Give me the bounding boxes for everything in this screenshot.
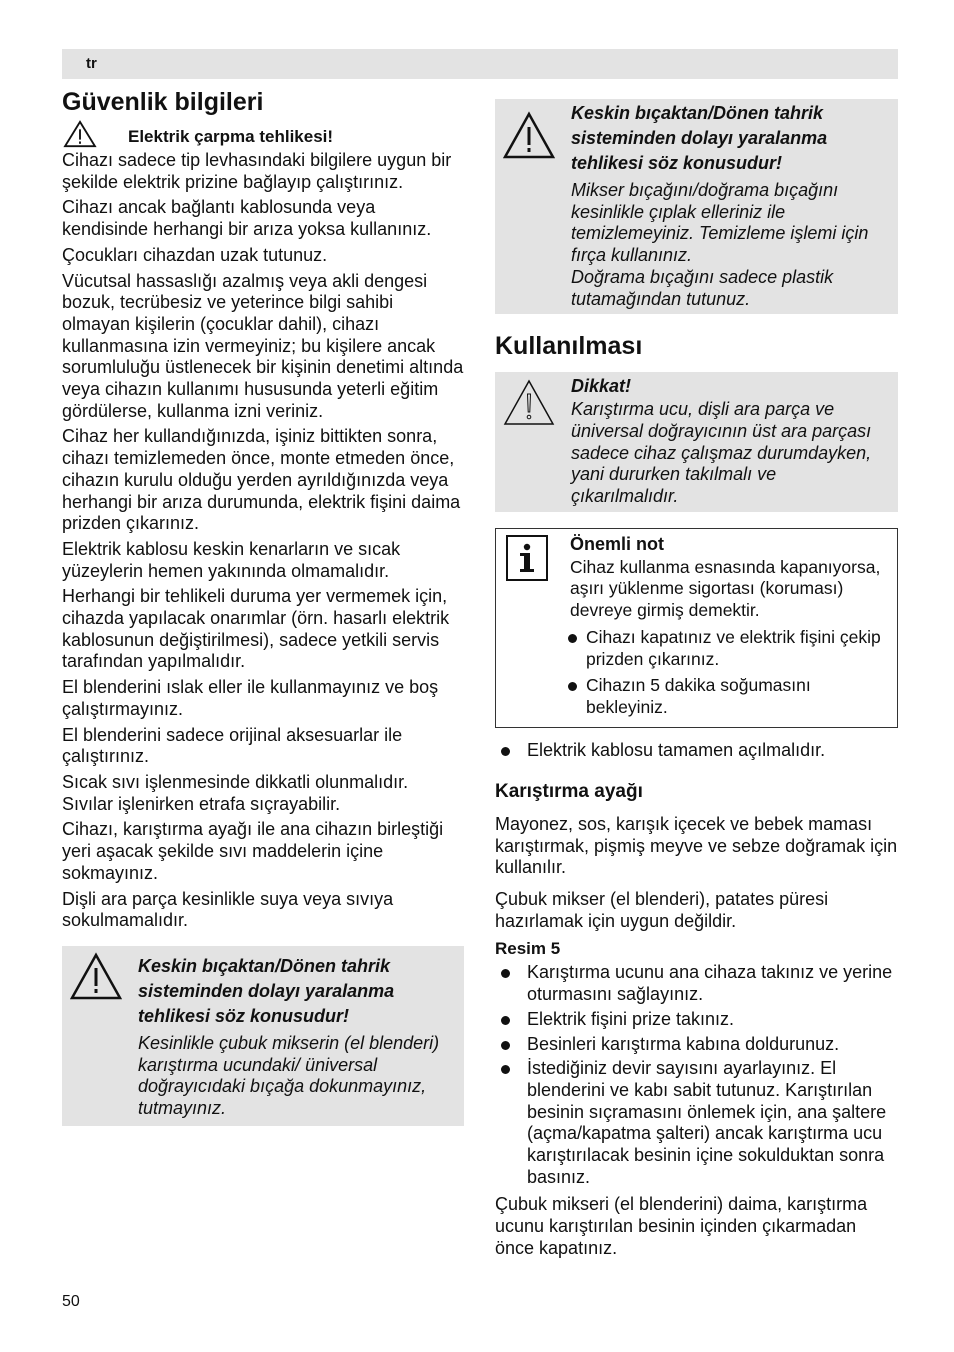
- closing-paragraph: Çubuk mikseri (el blenderini) daima, karıştırma ucunu karıştırılan besinin içinden çıkarmadan önce kapatınız.: [495, 1194, 868, 1258]
- safety-paragraph: Sıcak sıvı işlenmesinde dikkatli olunmalıdır. Sıvılar işlenirken etrafa sıçrayabilir.: [62, 771, 409, 814]
- page-number: 50: [62, 1293, 80, 1310]
- important-note-list: [570, 627, 889, 718]
- warning-triangle-icon: [62, 120, 98, 148]
- shock-warning: [62, 126, 464, 148]
- attention-box: [495, 372, 898, 512]
- language-bar: [62, 49, 898, 79]
- important-note-box: [495, 528, 898, 729]
- safety-paragraph: Cihazı, karıştırma ayağı ile ana cihazın birleştiği yeri aşacak şekilde sıvı maddelerin içine sokmayınız.: [62, 819, 444, 883]
- cable-bullet-list: [495, 740, 898, 762]
- blade-handle-text: Doğrama bıçağını sadece plastik tutamağından tutunuz.: [571, 266, 834, 309]
- important-note-title: Önemli not: [570, 533, 664, 554]
- important-note-text: Cihaz kullanma esnasında kapanıyorsa, aşırı yüklenme sigortası (koruması) devreye girmiş demektir.: [570, 556, 881, 620]
- safety-paragraph: El blenderini ıslak eller ile kullanmayınız ve boş çalıştırmayınız.: [62, 677, 439, 719]
- blade-warning-heading: Keskin bıçaktan/Dönen tahrik sisteminden dolayı yaralanma tehlikesi söz konusudur!: [138, 955, 395, 1026]
- section-title-safety: Güvenlik bilgileri: [62, 88, 264, 116]
- section-title-usage: Kullanılması: [495, 332, 643, 361]
- safety-paragraph: El blenderini sadece orijinal aksesuarlar ile çalıştırınız.: [62, 724, 403, 767]
- safety-paragraph: Herhangi bir tehlikeli duruma yer vermemek için, cihazda yapılacak onarımlar (örn. hasarlı elektrik kablosunun değiştirilmesi), sadece yetkili servis tarafından yapılmalıdır.: [62, 586, 450, 672]
- left-column: [62, 86, 464, 1126]
- shock-warning-label: Elektrik çarpma tehlikesi!: [128, 127, 334, 146]
- right-column: [495, 99, 898, 1264]
- usage-paragraph: Çubuk mikser (el blenderi), patates püresi hazırlamak için uygun değildir.: [495, 889, 829, 931]
- blade-cleaning-heading: Keskin bıçaktan/Dönen tahrik sisteminden dolayı yaralanma tehlikesi söz konusudur!: [571, 103, 828, 173]
- safety-paragraph: Dişli ara parça kesinlikle suya veya sıvıya sokulmamalıdır.: [62, 888, 394, 931]
- list-item: Karıştırma ucunu ana cihaza takınız ve yerine oturmasını sağlayınız.: [495, 962, 898, 1005]
- safety-paragraph: Cihazı sadece tip levhasındaki bilgilere uygun bir şekilde elektrik prizine bağlayıp çalıştırınız.: [62, 150, 452, 192]
- list-item: Besinleri karıştırma kabına doldurunuz.: [495, 1034, 898, 1056]
- subsection-title-blender-foot: Karıştırma ayağı: [495, 780, 643, 802]
- list-item: Elektrik kablosu tamamen açılmalıdır.: [495, 740, 898, 762]
- list-item: Cihazın 5 dakika soğumasını bekleyiniz.: [570, 675, 889, 718]
- safety-paragraph: Cihaz her kullandığınızda, işiniz bittikten sonra, cihazı temizlemeden önce, monte etmeden önce, cihazın kurulu olduğu yerden ayrıldığınızda veya herhangi bir arıza durumunda, elektrik fişini daima prizden çıkarınız.: [62, 426, 461, 534]
- steps-list: [495, 962, 898, 1188]
- list-item: Cihazı kapatınız ve elektrik fişini çekip prizden çıkarınız.: [570, 627, 889, 670]
- usage-paragraph: Mayonez, sos, karışık içecek ve bebek maması karıştırmak, pişmiş meyve ve sebze doğramak için kullanılır.: [495, 813, 898, 878]
- caution-triangle-icon: [503, 378, 555, 428]
- list-item: Elektrik fişini prize takınız.: [495, 1009, 898, 1031]
- language-code: tr: [86, 55, 97, 72]
- safety-paragraph: Elektrik kablosu keskin kenarların ve sıcak yüzeylerin hemen yakınında olmamalıdır.: [62, 538, 401, 581]
- figure-reference: Resim 5: [495, 939, 561, 959]
- info-icon: [506, 535, 548, 581]
- attention-heading: Dikkat!: [571, 376, 632, 397]
- attention-text: Karıştırma ucu, dişli ara parça ve üniversal doğrayıcının üst ara parçası sadece cihaz çalışmaz durumdayken, yani dururken takılmalı ve çıkarılmalıdır.: [571, 399, 872, 507]
- blade-warning-box: [62, 946, 464, 1126]
- safety-paragraph: Çocukları cihazdan uzak tutunuz.: [62, 244, 328, 265]
- blade-cleaning-text: Mikser bıçağını/doğrama bıçağını kesinlikle çıplak elleriniz ile temizlemeyiniz. Temizleme işlemi için fırça kullanınız.: [571, 180, 869, 266]
- safety-paragraph: Cihazı ancak bağlantı kablosunda veya kendisinde herhangi bir arıza yoksa kullanınız.: [62, 197, 432, 240]
- warning-triangle-icon: [503, 111, 555, 161]
- warning-triangle-icon: [70, 952, 122, 1002]
- list-item: İstediğiniz devir sayısını ayarlayınız. El blenderini ve kabı sabit tutunuz. Karıştırılan besinin sıçramasını önlemek için, ana şaltere (açma/kapatma şalteri) ancak karıştırma ucu karıştırılacak besinin içine sokulduktan sonra basınız.: [495, 1058, 898, 1188]
- blade-cleaning-warning-box: [495, 99, 898, 314]
- safety-paragraph: Vücutsal hassaslığı azalmış veya akli dengesi bozuk, tecrübesiz ve yeterince bilgi sahibi olmayan kişilerin (çocuklar dahil), cihazı kullanmasına izin vermeyiniz; bu kişilere ancak sorumluluğu üstlenecek bir kişinin denetimi altında veya cihazın kullanımı hususunda yeterli eğitim gördülerse, kullanma izni veriniz.: [62, 270, 464, 421]
- blade-warning-text: Kesinlikle çubuk mikserin (el blenderi) karıştırma ucundaki/ üniversal doğrayıcıdaki bıçağa dokunmayınız, tutmayınız.: [138, 1032, 440, 1119]
